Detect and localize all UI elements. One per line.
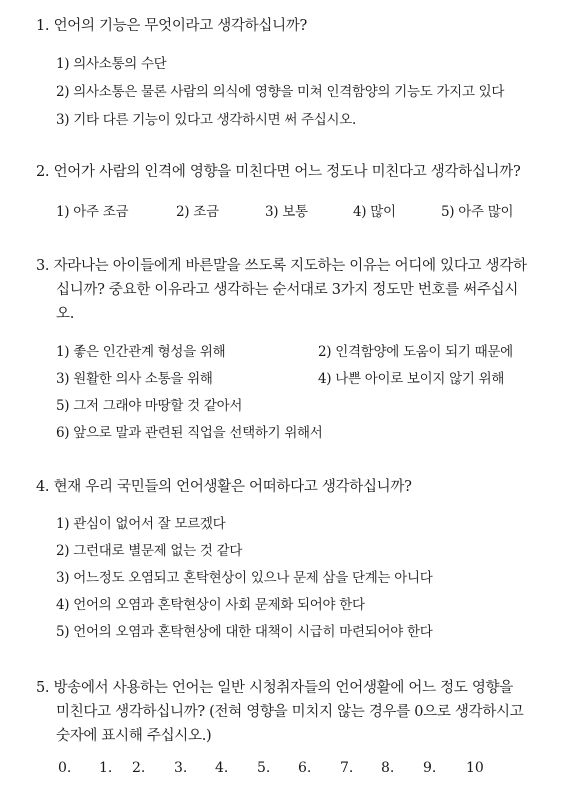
q3-option-6[interactable]: 6) 앞으로 말과 관련된 직업을 선택하기 위해서 <box>56 425 323 441</box>
question-3 <box>36 254 568 326</box>
scale-option-1[interactable]: 1. <box>99 760 113 776</box>
scale-option-5[interactable]: 5. <box>257 760 271 776</box>
scale-option-4[interactable]: 4. <box>215 760 229 776</box>
question-5 <box>36 676 568 748</box>
q3-option-2[interactable]: 2) 인격함양에 도움이 되기 때문에 <box>318 344 513 360</box>
q1-option-2[interactable]: 2) 의사소통은 물론 사람의 의식에 영향을 미쳐 인격함양의 기능도 가지고 있다 <box>56 84 505 100</box>
q2-option-4[interactable]: 4) 많이 <box>353 204 396 220</box>
question-2 <box>36 160 568 184</box>
scale-option-7[interactable]: 7. <box>340 760 354 776</box>
q3-option-3[interactable]: 3) 원활한 의사 소통을 위해 <box>56 371 213 387</box>
q2-option-2[interactable]: 2) 조금 <box>176 204 219 220</box>
scale-option-0[interactable]: 0. <box>58 760 72 776</box>
question-3-text <box>36 254 568 326</box>
question-number: 5. <box>36 680 50 696</box>
scale-option-3[interactable]: 3. <box>174 760 188 776</box>
q3-option-4[interactable]: 4) 나쁜 아이로 보이지 않기 위해 <box>318 371 505 387</box>
question-number: 2. <box>36 164 50 180</box>
question-1 <box>36 14 568 38</box>
q2-option-5[interactable]: 5) 아주 많이 <box>441 204 514 220</box>
question-line-2: 십니까? 중요한 이유라고 생각하는 순서대로 3가지 정도만 번호를 써주십시 <box>56 282 519 298</box>
q3-option-1[interactable]: 1) 좋은 인간관계 형성을 위해 <box>56 344 226 360</box>
q4-option-4[interactable]: 4) 언어의 오염과 혼탁현상이 사회 문제화 되어야 한다 <box>56 597 365 613</box>
question-4 <box>36 475 568 499</box>
question-2-text <box>36 160 568 184</box>
scale-option-8[interactable]: 8. <box>381 760 395 776</box>
question-label: 언어의 기능은 무엇이라고 생각하십니까? <box>53 18 307 34</box>
question-line-3: 숫자에 표시해 주십시오.) <box>56 728 212 744</box>
question-number: 4. <box>36 479 50 495</box>
q1-option-1[interactable]: 1) 의사소통의 수단 <box>56 56 167 72</box>
q1-option-3[interactable]: 3) 기타 다른 기능이 있다고 생각하시면 써 주십시오. <box>56 112 357 128</box>
q4-option-2[interactable]: 2) 그런대로 별문제 없는 것 같다 <box>56 543 243 559</box>
question-4-text <box>36 475 568 499</box>
scale-option-6[interactable]: 6. <box>298 760 312 776</box>
question-line-3: 오. <box>56 306 75 322</box>
scale-option-2[interactable]: 2. <box>132 760 146 776</box>
question-1-text <box>36 14 568 38</box>
question-label: 언어가 사람의 인격에 영향을 미친다면 어느 정도나 미친다고 생각하십니까? <box>53 164 521 180</box>
question-number: 1. <box>36 18 50 34</box>
rating-scale <box>0 760 586 782</box>
question-number: 3. <box>36 258 50 274</box>
question-label: 현재 우리 국민들의 언어생활은 어떠하다고 생각하십니까? <box>53 479 412 495</box>
scale-option-10[interactable]: 10 <box>466 760 484 776</box>
q2-option-1[interactable]: 1) 아주 조금 <box>56 204 129 220</box>
question-line-2: 미친다고 생각하십니까? (전혀 영향을 미치지 않는 경우를 0으로 생각하시고 <box>56 704 524 720</box>
question-line-1: 자라나는 아이들에게 바른말을 쓰도록 지도하는 이유는 어디에 있다고 생각하 <box>53 258 527 274</box>
scale-option-9[interactable]: 9. <box>423 760 437 776</box>
q4-option-3[interactable]: 3) 어느정도 오염되고 혼탁현상이 있으나 문제 삼을 단계는 아니다 <box>56 570 433 586</box>
q2-option-3[interactable]: 3) 보통 <box>265 204 308 220</box>
question-line-1: 방송에서 사용하는 언어는 일반 시청취자들의 언어생활에 어느 정도 영향을 <box>53 680 513 696</box>
q3-option-5[interactable]: 5) 그저 그래야 마땅할 것 같아서 <box>56 398 243 414</box>
q4-option-5[interactable]: 5) 언어의 오염과 혼탁현상에 대한 대책이 시급히 마련되어야 한다 <box>56 624 433 640</box>
q4-option-1[interactable]: 1) 관심이 없어서 잘 모르겠다 <box>56 516 226 532</box>
question-5-text <box>36 676 568 748</box>
